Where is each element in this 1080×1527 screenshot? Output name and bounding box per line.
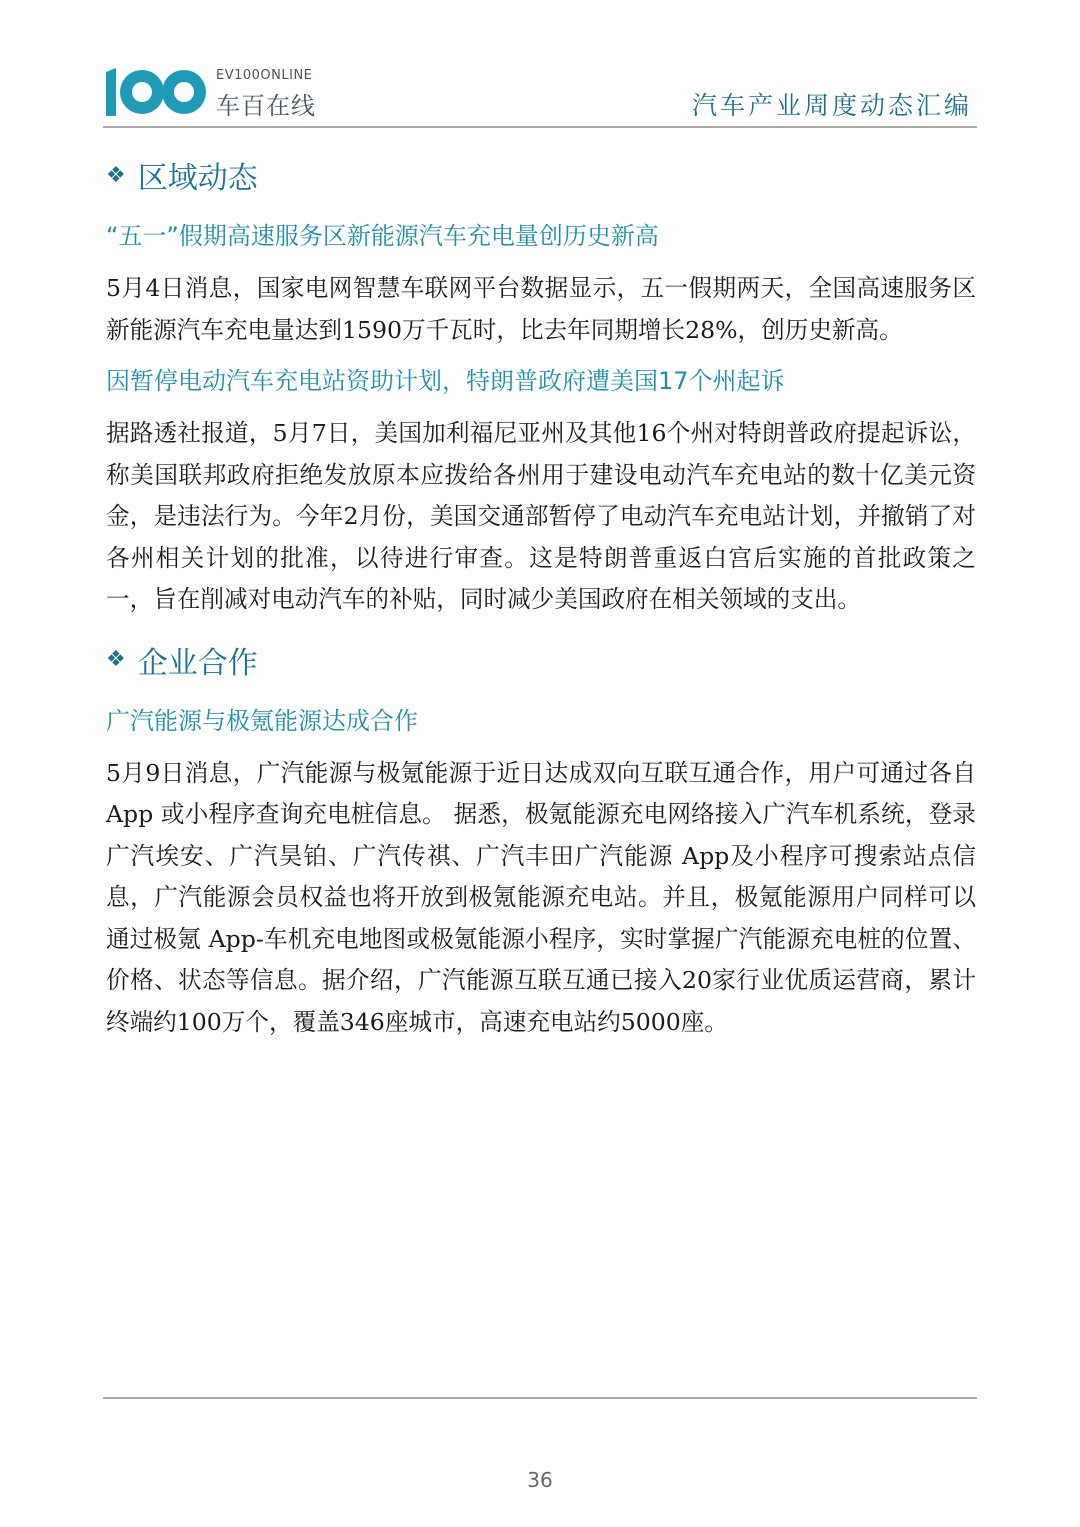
page-number: 36 <box>527 1468 553 1492</box>
article-title: 因暂停电动汽车充电站资助计划，特朗普政府遭美国17个州起诉 <box>106 367 785 395</box>
article-title: 广汽能源与极氪能源达成合作 <box>106 706 418 735</box>
article-body: 5月9日消息，广汽能源与极氪能源于近日达成双向互联互通合作，用户可通过各自 App 或小程序查询充电桩信息。 据悉，极氪能源充电网络接入广汽车机系统，登录广汽埃安、广汽昊铂、广汽传祺、广汽丰田广汽能源 App及小程序可搜索站点信息，广汽能源会员权益也将开放到极氪能源充电站。并且，极氪能源用户同样可以通过极氪 App-车机充电地图或极氪能源小程序，实时掌握广汽能源充电桩的位置、价格、状态等信息。据介绍，广汽能源互联互通已接入20家行业优质运营商，累计终端约100万个，覆盖346座城市，高速充电站约5000座。 <box>106 758 976 1036</box>
diamond-bullet-icon: ❖ <box>106 647 126 672</box>
article-body: 5月4日消息，国家电网智慧车联网平台数据显示，五一假期两天，全国高速服务区新能源汽车充电量达到1590万千瓦时，比去年同期增长28%，创历史新高。 <box>106 274 976 344</box>
page-header <box>0 0 1080 130</box>
logo-mark-icon <box>102 64 214 120</box>
section-heading-text: 区域动态 <box>137 161 258 196</box>
section-corporate <box>106 635 976 1044</box>
logo-text-en: EV100ONLINE <box>216 68 313 83</box>
section-regional <box>106 150 976 621</box>
diamond-bullet-icon: ❖ <box>106 162 126 188</box>
logo-text-cn: 车百在线 <box>216 92 316 120</box>
header-divider <box>103 126 977 128</box>
article-title: “五一”假期高速服务区新能源汽车充电量创历史新高 <box>106 222 659 250</box>
publication-title: 汽车产业周度动态汇编 <box>691 91 972 120</box>
footer-divider <box>103 1397 977 1399</box>
main-content <box>106 150 976 1043</box>
section-heading <box>106 635 976 685</box>
section-heading <box>106 150 976 200</box>
section-heading-text: 企业合作 <box>137 645 258 681</box>
article-body: 据路透社报道，5月7日，美国加利福尼亚州及其他16个州对特朗普政府提起诉讼，称美国联邦政府拒绝发放原本应拨给各州用于建设电动汽车充电站的数十亿美元资金，是违法行为。今年2月份，美国交通部暂停了电动汽车充电站计划，并撤销了对各州相关计划的批准，以待进行审查。这是特朗普重返白宫后实施的首批政策之一，旨在削减对电动汽车的补贴，同时减少美国政府在相关领域的支出。 <box>106 419 976 613</box>
